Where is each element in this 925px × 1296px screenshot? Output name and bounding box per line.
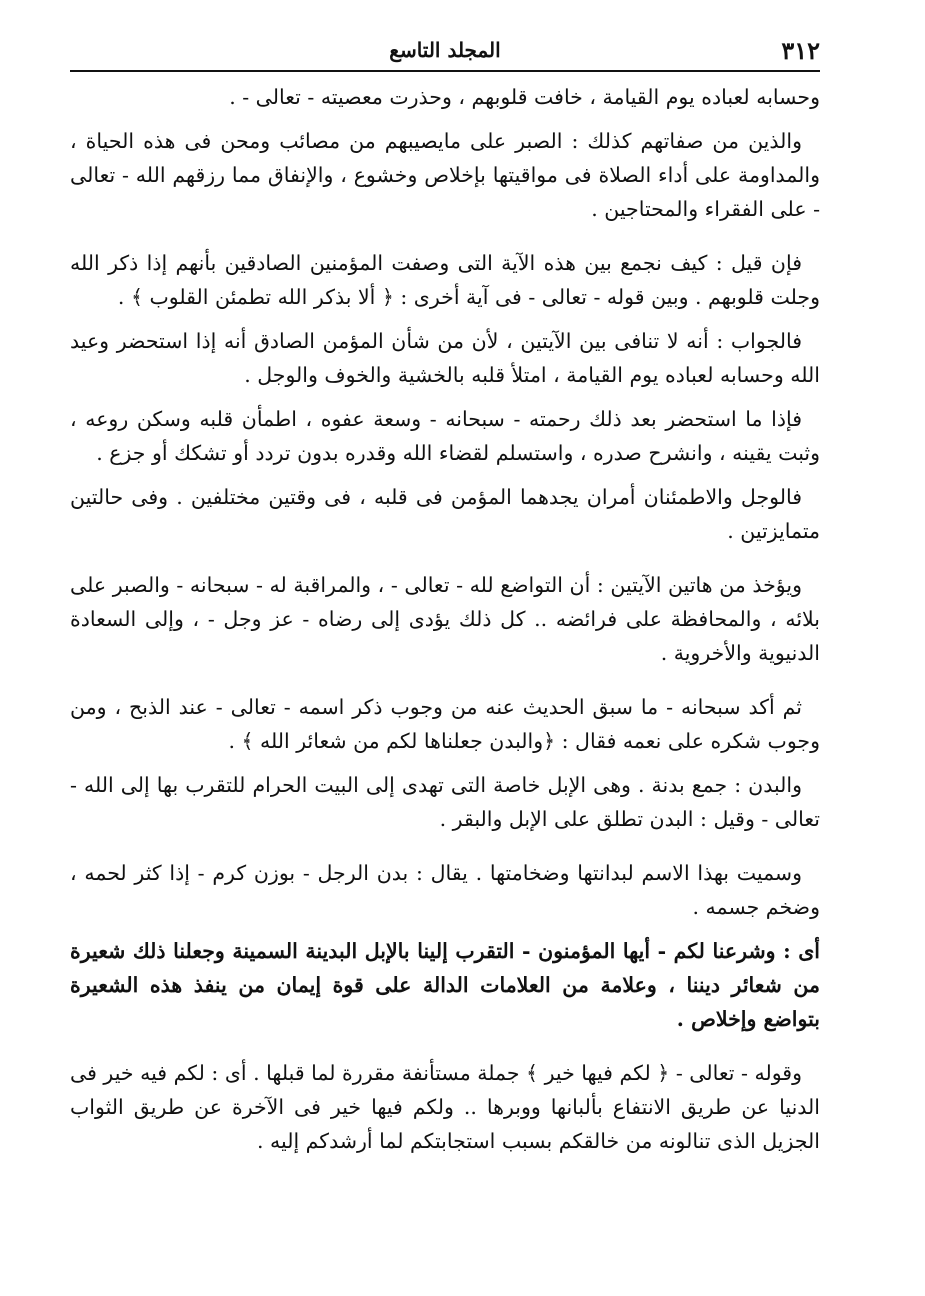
paragraph-5: فإذا ما استحضر بعد ذلك رحمته - سبحانه - وسعة عفوه ، اطمأن قلبه وسكن روعه ، وثبت يقينه ، وانشرح صدره ، واستسلم لقضاء الله وقدره بدون تردد أو تشكك أو جزع . [70, 407, 820, 465]
paragraph-3: فإن قيل : كيف نجمع بين هذه الآية التى وصفت المؤمنين الصادقين بأنهم إذا ذكر الله وجلت قلوبهم . وبين قوله - تعالى - فى آية أخرى : ﴿ ألا بذكر الله تطمئن القلوب ﴾ . [70, 251, 820, 309]
book-page [70, 30, 820, 1270]
paragraph-12: وقوله - تعالى - ﴿ لكم فيها خير ﴾ جملة مستأنفة مقررة لما قبلها . أى : لكم فيه خير فى الدنيا عن طريق الانتفاع بألبانها ووبرها .. ولكم فيها خير فى الآخرة عن طريق الثواب الجزيل الذى تنالونه من خالقكم بسبب استجابتكم لما أرشدكم إليه . [70, 1061, 820, 1153]
paragraph-2: والذين من صفاتهم كذلك : الصبر على مايصيبهم من مصائب ومحن فى هذه الحياة ، والمداومة على أداء الصلاة فى مواقيتها بإخلاص وخشوع ، والإنفاق مما رزقهم الله - تعالى - على الفقراء والمحتاجين . [70, 129, 820, 221]
page-body [70, 80, 820, 1158]
paragraph-7: ويؤخذ من هاتين الآيتين : أن التواضع لله - تعالى - ، والمراقبة له - سبحانه - والصبر على بلائه ، والمحافظة على فرائضه .. كل ذلك يؤدى إلى رضاه - عز وجل - ، وإلى السعادة الدنيوية والأخروية . [70, 573, 820, 665]
paragraph-8: ثم أكد سبحانه - ما سبق الحديث عنه من وجوب ذكر اسمه - تعالى - عند الذبح ، ومن وجوب شكره على نعمه فقال : ﴿والبدن جعلناها لكم من شعائر الله ﴾ . [70, 695, 820, 753]
paragraph-10: وسميت بهذا الاسم لبدانتها وضخامتها . يقال : بدن الرجل - بوزن كرم - إذا كثر لحمه ، وضخم جسمه . [70, 861, 820, 919]
paragraph-11: أى : وشرعنا لكم - أيها المؤمنون - التقرب إلينا بالإبل البدينة السمينة وجعلنا ذلك شعيرة من شعائر ديننا ، وعلامة من العلامات الدالة على قوة إيمان من ينفذ هذه الشعيرة بتواضع وإخلاص . [70, 939, 820, 1031]
paragraph-9: والبدن : جمع بدنة . وهى الإبل خاصة التى تهدى إلى البيت الحرام للتقرب بها إلى الله - تعالى - وقيل : البدن تطلق على الإبل والبقر . [70, 773, 820, 831]
volume-title: المجلد التاسع [389, 38, 501, 62]
running-header [70, 30, 820, 72]
paragraph-4: فالجواب : أنه لا تنافى بين الآيتين ، لأن من شأن المؤمن الصادق أنه إذا استحضر وعيد الله وحسابه لعباده يوم القيامة ، امتلأ قلبه بالخشية والخوف والوجل . [70, 329, 820, 387]
page-number: ٣١٢ [781, 36, 820, 65]
paragraph-1: وحسابه لعباده يوم القيامة ، خافت قلوبهم ، وحذرت معصيته - تعالى - . [229, 85, 820, 109]
paragraph-6: فالوجل والاطمئنان أمران يجدهما المؤمن فى قلبه ، فى وقتين مختلفين . وفى حالتين متمايزتين . [70, 485, 820, 543]
